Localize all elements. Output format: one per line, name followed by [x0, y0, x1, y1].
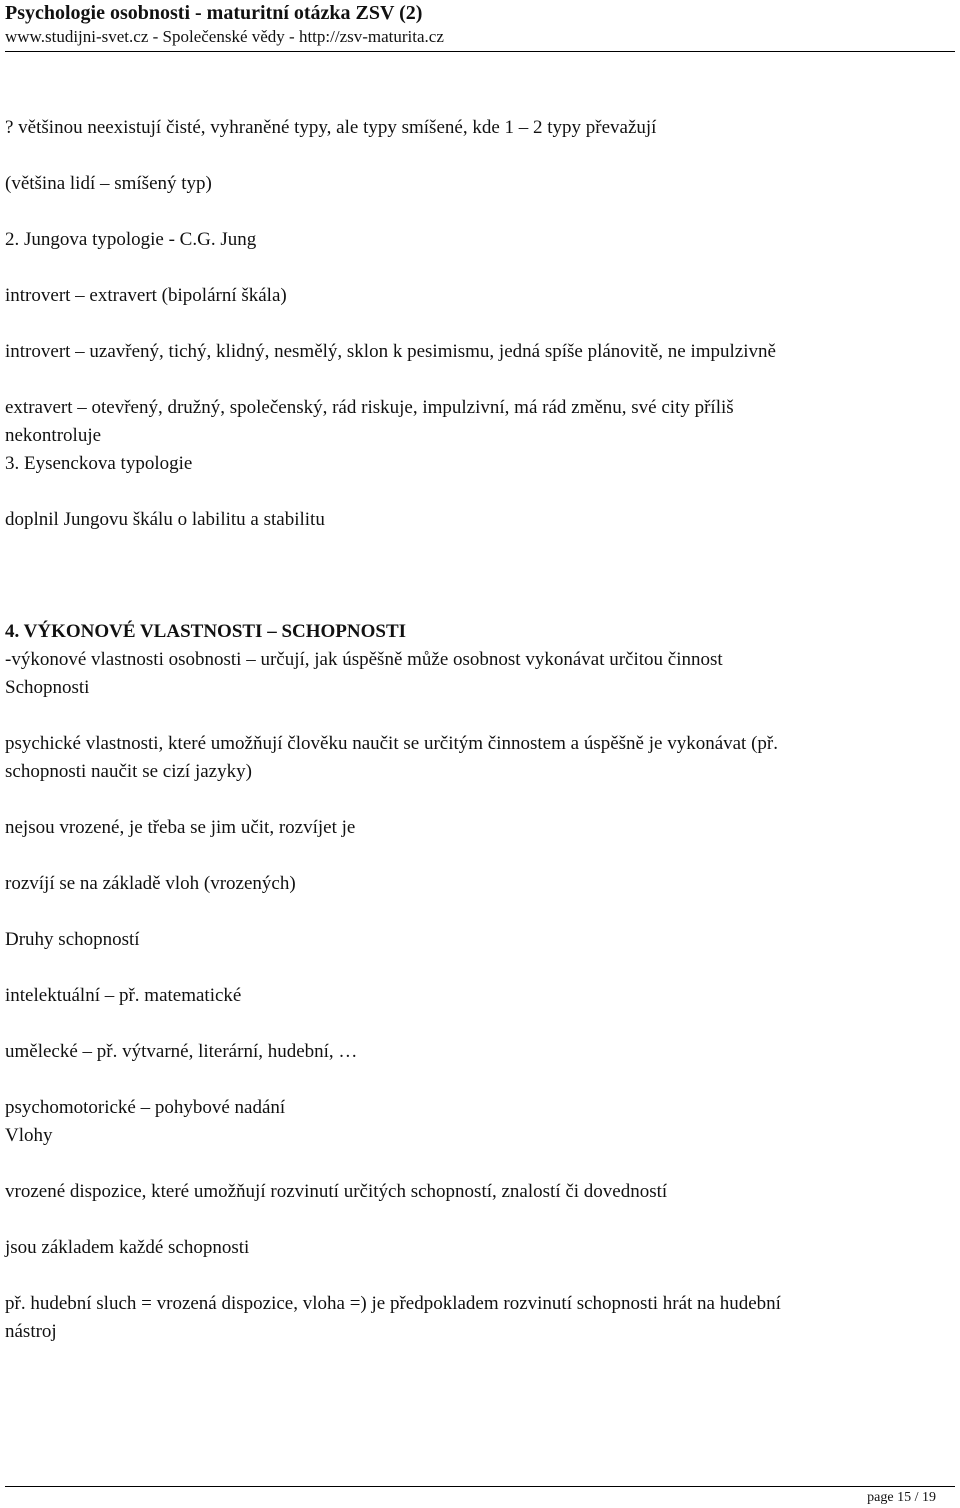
text-line: rozvíjí se na základě vloh (vrozených)	[5, 873, 296, 894]
text-line: introvert – uzavřený, tichý, klidný, nesmělý, sklon k pesimismu, jedná spíše plánovitě, ne impulzivně	[5, 341, 776, 362]
text-line: extravert – otevřený, družný, společenský, rád riskuje, impulzivní, má rád změnu, své city příliš	[5, 397, 734, 418]
text-line: nástroj	[5, 1321, 57, 1342]
text-line: 3. Eysenckova typologie	[5, 453, 193, 474]
text-line: (většina lidí – smíšený typ)	[5, 173, 212, 194]
text-line: Schopnosti	[5, 677, 90, 698]
text-line: introvert – extravert (bipolární škála)	[5, 285, 287, 306]
text-line: doplnil Jungovu škálu o labilitu a stabilitu	[5, 509, 325, 530]
text-line: intelektuální – př. matematické	[5, 985, 242, 1006]
text-line: -výkonové vlastnosti osobnosti – určují, jak úspěšně může osobnost vykonávat určitou činnost	[5, 649, 723, 670]
text-line: nekontroluje	[5, 425, 102, 446]
text-line: ? většinou neexistují čisté, vyhraněné typy, ale typy smíšené, kde 1 – 2 typy převažují	[5, 117, 657, 138]
header-divider	[5, 51, 955, 52]
text-line: psychické vlastnosti, které umožňují člověku naučit se určitým činnostem a úspěšně je vykonávat (př.	[5, 733, 778, 754]
text-line: schopnosti naučit se cizí jazyky)	[5, 761, 252, 782]
section-heading: 4. VÝKONOVÉ VLASTNOSTI – SCHOPNOSTI	[5, 621, 407, 642]
footer-divider	[5, 1486, 955, 1487]
page-footer	[0, 1486, 960, 1508]
text-line: jsou základem každé schopnosti	[5, 1237, 250, 1258]
text-line: psychomotorické – pohybové nadání	[5, 1097, 286, 1118]
text-line: nejsou vrozené, je třeba se jim učit, rozvíjet je	[5, 817, 356, 838]
page-number: page 15 / 19	[867, 1490, 936, 1505]
document-source-line: www.studijni-svet.cz - Společenské vědy - http://zsv-maturita.cz	[5, 27, 444, 46]
text-line: 2. Jungova typologie - C.G. Jung	[5, 229, 257, 250]
text-line: Vlohy	[5, 1125, 53, 1146]
text-line: Druhy schopností	[5, 929, 140, 950]
text-line: umělecké – př. výtvarné, literární, hudební, …	[5, 1041, 358, 1062]
text-line: vrozené dispozice, které umožňují rozvinutí určitých schopností, znalostí či dovedností	[5, 1181, 668, 1202]
text-line: př. hudební sluch = vrozená dispozice, vloha =) je předpokladem rozvinutí schopnosti hrát na hudební	[5, 1293, 781, 1314]
document-title: Psychologie osobnosti - maturitní otázka ZSV (2)	[5, 2, 423, 24]
